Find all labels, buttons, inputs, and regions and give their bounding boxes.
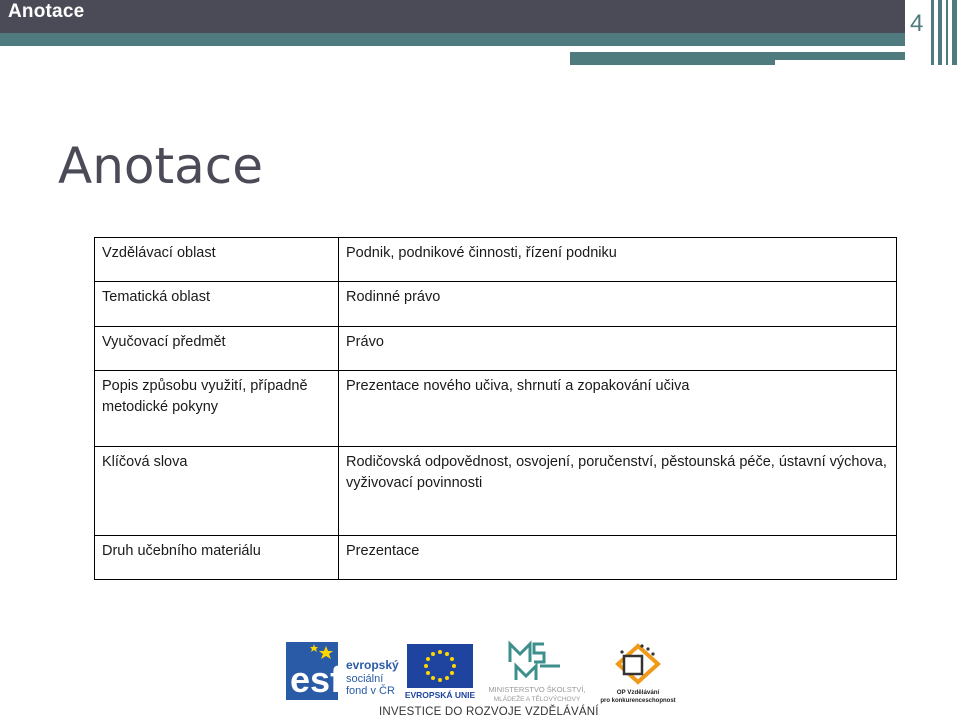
msmt-emblem xyxy=(510,644,560,680)
header-title: Anotace xyxy=(8,1,85,22)
row-value: Rodinné právo xyxy=(339,282,897,327)
investment-slogan: INVESTICE DO ROZVOJE VZDĚLÁVÁNÍ xyxy=(379,706,599,718)
decorative-stripe xyxy=(931,0,934,65)
row-value: Právo xyxy=(339,327,897,371)
esf-line-2: sociální xyxy=(346,673,384,685)
decorative-stripe xyxy=(938,0,942,65)
esf-line-3: fond v ČR xyxy=(346,685,395,697)
esf-letters: esf xyxy=(290,659,343,700)
row-value: Prezentace xyxy=(339,536,897,580)
row-value: Prezentace nového učiva, shrnutí a zopakování učiva xyxy=(339,371,897,447)
row-label: Popis způsobu využití, případně metodické pokyny xyxy=(95,371,339,447)
eu-label: EVROPSKÁ UNIE xyxy=(405,690,475,700)
decorative-bar xyxy=(570,52,930,60)
page-title: Anotace xyxy=(58,137,263,195)
table-row xyxy=(95,282,897,327)
table-row xyxy=(95,447,897,536)
op-vk-logo xyxy=(598,640,678,706)
row-value: Rodičovská odpovědnost, osvojení, poručenství, pěstounská péče, ústavní výchova, vyživovací povinnosti xyxy=(339,447,897,536)
table-row xyxy=(95,371,897,447)
page-number: 4 xyxy=(910,10,924,37)
msmt-logo xyxy=(476,640,598,704)
esf-line-1: evropský xyxy=(346,658,399,672)
eu-flag-logo xyxy=(405,644,475,700)
row-label: Klíčová slova xyxy=(95,447,339,536)
funding-logos xyxy=(0,630,960,719)
row-value: Podnik, podnikové činnosti, řízení podniku xyxy=(339,238,897,282)
header-divider xyxy=(0,46,905,48)
row-label: Vyučovací předmět xyxy=(95,327,339,371)
msmt-line-2: MLÁDEŽE A TĚLOVÝCHOVY xyxy=(493,696,581,703)
table-row xyxy=(95,238,897,282)
table-row xyxy=(95,536,897,580)
op-line-1: OP Vzdělávání xyxy=(616,689,660,696)
op-line-2: pro konkurenceschopnost xyxy=(600,698,676,704)
decorative-stripe xyxy=(946,0,948,65)
table-row xyxy=(95,327,897,371)
decorative-stripe xyxy=(952,0,957,65)
header-bar xyxy=(0,0,960,33)
esf-logo xyxy=(286,642,404,700)
row-label: Tematická oblast xyxy=(95,282,339,327)
msmt-line-1: MINISTERSTVO ŠKOLSTVÍ, xyxy=(488,685,586,694)
row-label: Druh učebního materiálu xyxy=(95,536,339,580)
decorative-bar xyxy=(570,60,775,65)
annotation-table xyxy=(94,237,897,580)
op-emblem xyxy=(618,644,658,682)
row-label: Vzdělávací oblast xyxy=(95,238,339,282)
